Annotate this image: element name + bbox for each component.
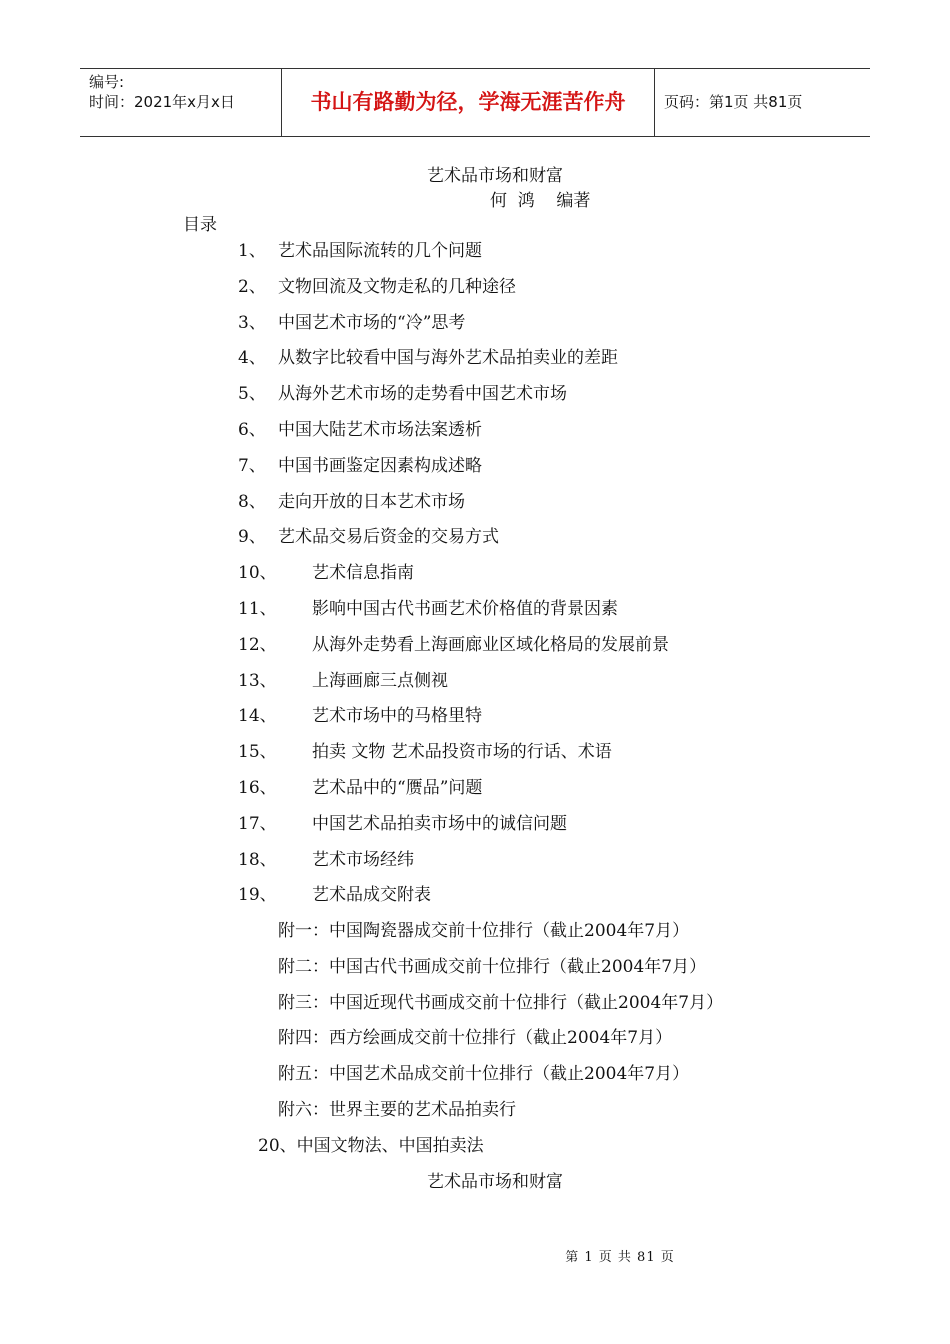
toc-item-text: 文物回流及文物走私的几种途径	[278, 276, 516, 297]
toc-item-text: 拍卖 文物 艺术品投资市场的行话、术语	[312, 742, 612, 763]
appendix-item: 附二：中国古代书画成交前十位排行（截止2004年7月）	[278, 956, 707, 977]
toc-item-number: 15、	[238, 742, 277, 763]
toc-item-text: 艺术信息指南	[312, 563, 414, 584]
code-label: 编号:	[89, 73, 125, 91]
toc-item-number: 11、	[238, 599, 277, 619]
toc-item-number: 3、	[238, 312, 266, 333]
header-motto: 书山有路勤为径，学海无涯苦作舟	[310, 90, 626, 114]
toc-item-number: 14、	[238, 706, 277, 727]
doc-title-repeat: 艺术品市场和财富	[427, 1172, 563, 1192]
toc-item-text: 艺术品交易后资金的交易方式	[278, 527, 499, 548]
toc-item-number: 5、	[238, 384, 266, 405]
toc-item-text: 艺术品成交附表	[312, 885, 431, 906]
time-label: 时间：2021年x月x日	[89, 93, 235, 111]
header-divider-right	[654, 69, 655, 136]
toc-item-number: 8、	[238, 491, 266, 512]
toc-item-text: 从数字比较看中国与海外艺术品拍卖业的差距	[278, 348, 618, 369]
toc-item-text: 中国书画鉴定因素构成述略	[278, 455, 482, 476]
toc-item-text: 艺术市场中的马格里特	[312, 706, 482, 727]
toc-item-text: 中国艺术市场的“冷”思考	[278, 312, 466, 333]
toc-item-number: 12、	[238, 634, 277, 655]
header-meta	[89, 72, 235, 112]
toc-item-number: 4、	[238, 348, 266, 369]
toc-item-text: 艺术品中的“赝品”问题	[312, 778, 483, 798]
page-footer: 第 1 页 共 81 页	[565, 1250, 675, 1265]
doc-title: 艺术品市场和财富	[427, 166, 563, 186]
toc-item-number: 2、	[238, 276, 266, 297]
toc-item-number: 10、	[238, 563, 277, 584]
toc-item-text: 上海画廊三点侧视	[312, 670, 448, 691]
header-page-info: 页码：第1页 共81页	[664, 93, 803, 111]
toc-item-number: 18、	[238, 849, 277, 870]
toc-item-text: 影响中国古代书画艺术价格值的背景因素	[312, 599, 618, 619]
doc-author: 何 鸿 编著	[490, 191, 591, 211]
appendix-item: 附六：世界主要的艺术品拍卖行	[278, 1100, 516, 1120]
page-header	[80, 68, 870, 137]
toc-item-20: 20、中国文物法、中国拍卖法	[258, 1136, 484, 1156]
toc-item-number: 16、	[238, 778, 277, 798]
toc-item-number: 9、	[238, 527, 266, 548]
toc-item-text: 中国艺术品拍卖市场中的诚信问题	[312, 813, 567, 834]
toc-item-number: 1、	[238, 241, 266, 261]
toc-item-number: 17、	[238, 813, 277, 834]
toc-item-number: 13、	[238, 670, 277, 691]
appendix-item: 附四：西方绘画成交前十位排行（截止2004年7月）	[278, 1028, 673, 1049]
toc-item-text: 走向开放的日本艺术市场	[278, 491, 465, 512]
toc-item-number: 6、	[238, 420, 266, 440]
toc-item-text: 从海外艺术市场的走势看中国艺术市场	[278, 384, 567, 405]
toc-item-text: 中国大陆艺术市场法案透析	[278, 420, 482, 440]
toc-item-number: 19、	[238, 885, 277, 906]
appendix-item: 附一：中国陶瓷器成交前十位排行（截止2004年7月）	[278, 921, 690, 941]
toc-item-number: 7、	[238, 455, 266, 476]
toc-item-text: 从海外走势看上海画廊业区域化格局的发展前景	[312, 634, 669, 655]
appendix-item: 附三：中国近现代书画成交前十位排行（截止2004年7月）	[278, 992, 724, 1013]
toc-item-text: 艺术市场经纬	[312, 849, 414, 870]
appendix-item: 附五：中国艺术品成交前十位排行（截止2004年7月）	[278, 1064, 690, 1085]
toc-heading: 目录	[183, 215, 217, 235]
toc-item-text: 艺术品国际流转的几个问题	[278, 241, 482, 261]
